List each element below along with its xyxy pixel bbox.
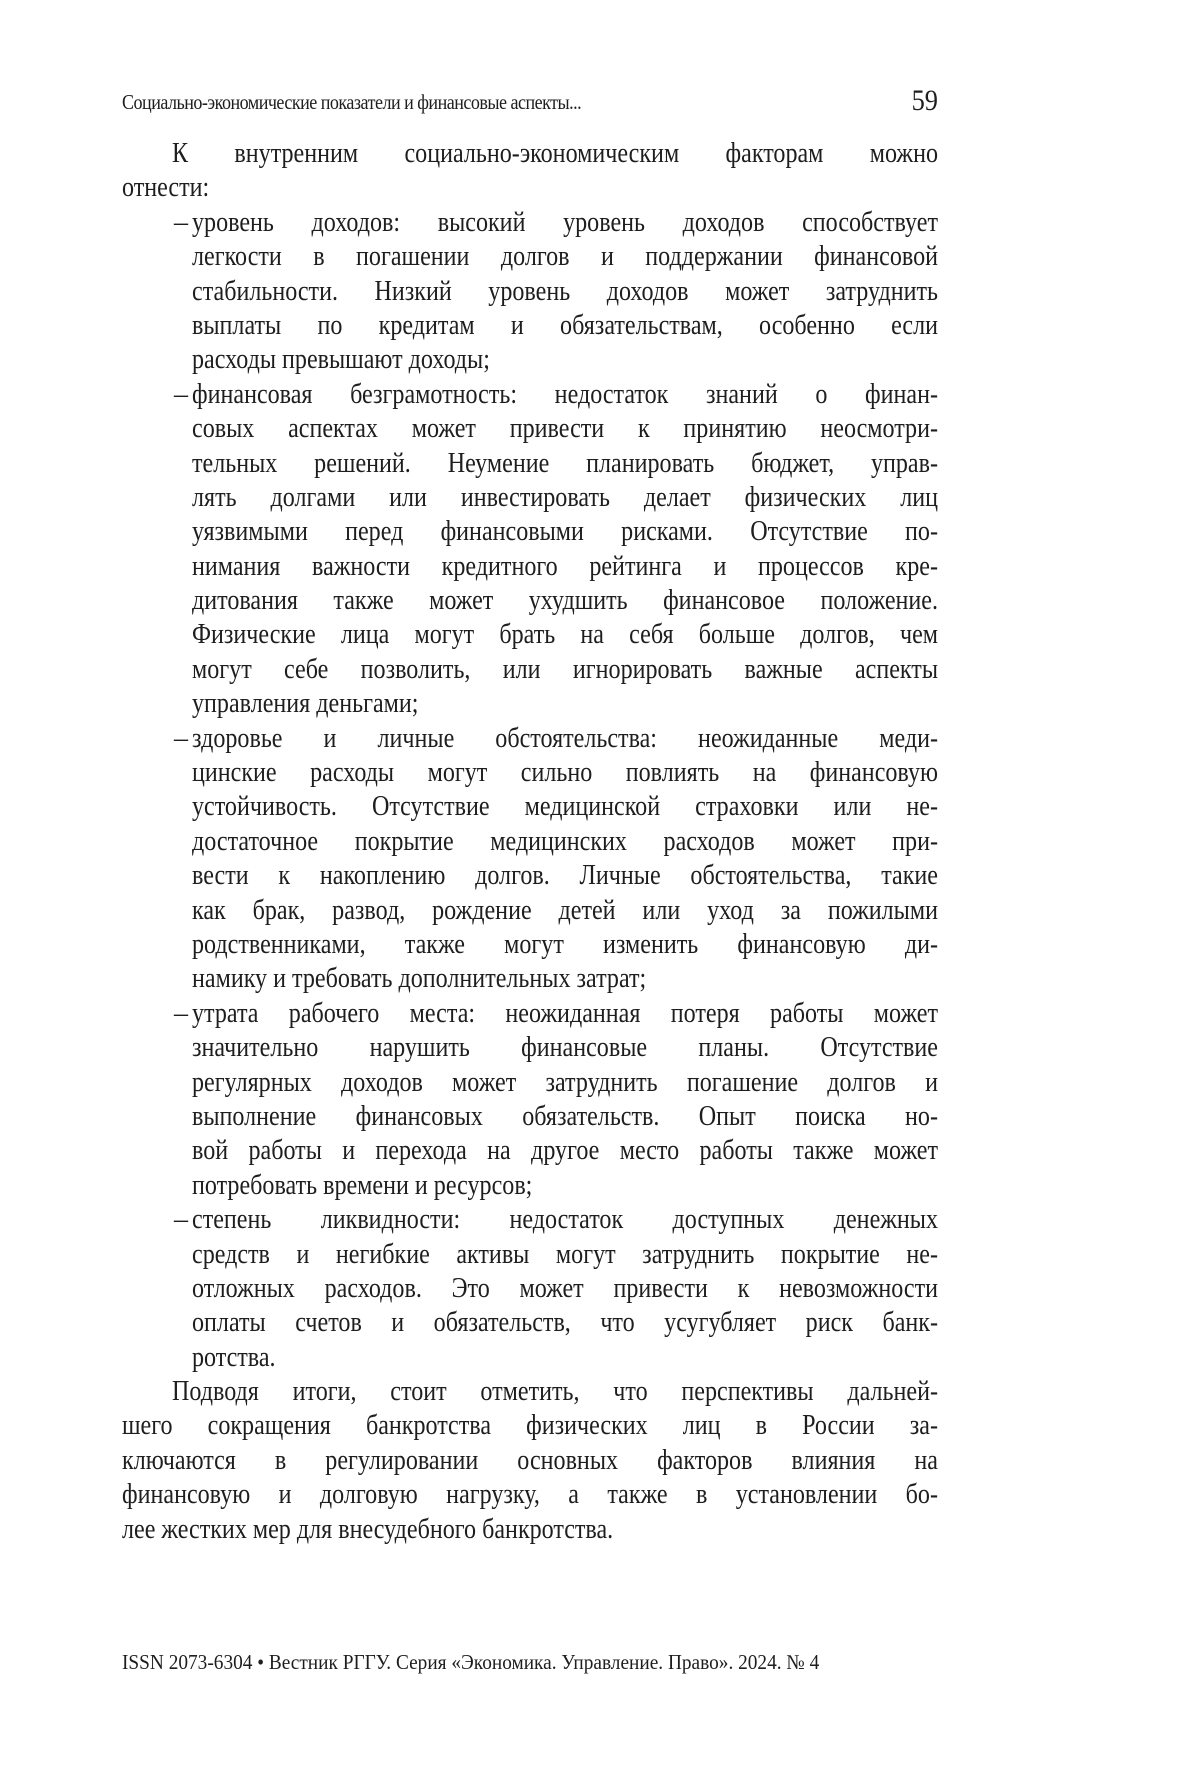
article-body	[122, 137, 938, 1547]
list-item-line	[122, 584, 938, 618]
list-item-line-text: устойчивость. Отсутствие медицинской страховки или не-	[192, 791, 938, 823]
list-item-line-text: Физические лица могут брать на себя больше долгов, чем	[192, 619, 939, 651]
list-item-line	[122, 790, 938, 824]
intro-line	[122, 137, 938, 171]
list-item-line-text: уровень доходов: высокий уровень доходов способствует	[192, 206, 938, 238]
conclusion-line-text: ключаются в регулировании основных факторов влияния на	[122, 1444, 939, 1476]
list-item-line-text: нимания важности кредитного рейтинга и процессов кре-	[192, 550, 938, 582]
list-item-line-text: оплаты счетов и обязательств, что усугубляет риск банк-	[192, 1307, 938, 1339]
list-item-line-text: лять долгами или инвестировать делает физических лиц	[192, 481, 938, 513]
intro-line-text: К внутренним социально-экономическим факторам можно	[172, 138, 938, 169]
list-item-line	[122, 275, 938, 309]
list-item	[122, 722, 938, 997]
list-item-line-text: выполнение финансовых обязательств. Опыт поиска но-	[192, 1100, 938, 1132]
conclusion-line-text: лее жестких мер для внесудебного банкротства.	[122, 1513, 614, 1545]
list-item-line	[122, 825, 938, 859]
conclusion-line-text: финансовую и долговую нагрузку, а также в установлении бо-	[122, 1479, 938, 1511]
list-item-line	[122, 309, 938, 343]
conclusion-line	[122, 1513, 938, 1547]
list-item-line	[122, 515, 938, 549]
list-item	[122, 378, 938, 722]
list-item-line-text: регулярных доходов может затруднить погашение долгов и	[192, 1066, 939, 1098]
running-header	[122, 86, 938, 116]
intro-line-text: отнести:	[122, 172, 210, 204]
list-item-line	[122, 1272, 938, 1306]
list-item-line	[122, 1134, 938, 1168]
list-item-line-text: расходы превышают доходы;	[192, 344, 490, 376]
list-item-line-text: финансовая безграмотность: недостаток знаний о финан-	[192, 378, 938, 410]
list-item-line	[122, 997, 938, 1031]
list-dash-marker: –	[174, 722, 188, 754]
conclusion-line-text: шего сокращения банкротства физических лиц в России за-	[122, 1410, 939, 1442]
running-title: Социально-экономические показатели и финансовые аспекты...	[122, 90, 582, 114]
list-item-line	[122, 1238, 938, 1272]
conclusion-line	[122, 1409, 938, 1443]
list-item-line	[122, 550, 938, 584]
list-item-line-text: совых аспектах может привести к принятию неосмотри-	[192, 413, 939, 445]
list-item-line-text: средств и негибкие активы могут затруднить покрытие не-	[192, 1238, 938, 1270]
conclusion-line	[122, 1444, 938, 1478]
list-item-line-text: вести к накоплению долгов. Личные обстоятельства, такие	[192, 860, 938, 892]
conclusion-line	[122, 1375, 938, 1409]
list-item-line	[122, 962, 938, 996]
list-item-line	[122, 618, 938, 652]
list-item-line-text: стабильности. Низкий уровень доходов может затруднить	[192, 275, 939, 307]
list-item-line	[122, 206, 938, 240]
list-item-line-text: уязвимыми перед финансовыми рисками. Отсутствие по-	[192, 516, 938, 548]
list-item-line-text: степень ликвидности: недостаток доступных денежных	[192, 1204, 939, 1236]
list-item-line	[122, 653, 938, 687]
list-item-line	[122, 1169, 938, 1203]
list-item-line	[122, 447, 938, 481]
list-item-line	[122, 1066, 938, 1100]
list-dash-marker: –	[174, 1204, 188, 1236]
list-item-line	[122, 481, 938, 515]
list-item-line	[122, 1100, 938, 1134]
list-item-line	[122, 412, 938, 446]
list-item-line	[122, 894, 938, 928]
list-dash-marker: –	[174, 997, 188, 1029]
list-item-line-text: намику и требовать дополнительных затрат;	[192, 963, 647, 995]
list-item-line-text: утрата рабочего места: неожиданная потеря работы может	[192, 997, 938, 1029]
list-item-line	[122, 378, 938, 412]
journal-footer: ISSN 2073-6304 • Вестник РГГУ. Серия «Экономика. Управление. Право». 2024. № 4	[122, 1650, 820, 1674]
list-item-line-text: могут себе позволить, или игнорировать важные аспекты	[192, 653, 939, 685]
list-item-line	[122, 1341, 938, 1375]
list-item-line	[122, 343, 938, 377]
list-item-line	[122, 859, 938, 893]
conclusion-line	[122, 1478, 938, 1512]
list-item-line	[122, 1203, 938, 1237]
list-item-line-text: вой работы и перехода на другое место работы также может	[192, 1135, 939, 1167]
list-item-line	[122, 1031, 938, 1065]
list-item-line	[122, 687, 938, 721]
list-item-line	[122, 928, 938, 962]
list-dash-marker: –	[174, 206, 188, 238]
list-item-line-text: отложных расходов. Это может привести к невозможности	[192, 1272, 939, 1304]
list-item-line-text: достаточное покрытие медицинских расходов может при-	[192, 825, 938, 857]
list-item-line-text: легкости в погашении долгов и поддержании финансовой	[192, 241, 938, 273]
list-item-line-text: ротства.	[192, 1341, 276, 1373]
list-item-line-text: управления деньгами;	[192, 688, 419, 720]
page-number: 59	[911, 84, 938, 117]
list-item-line-text: значительно нарушить финансовые планы. Отсутствие	[192, 1032, 938, 1064]
list-item-line-text: здоровье и личные обстоятельства: неожиданные меди-	[192, 722, 938, 754]
list-item-line	[122, 240, 938, 274]
list-item-line-text: дитования также может ухудшить финансовое положение.	[192, 585, 939, 617]
list-item-line-text: цинские расходы могут сильно повлиять на финансовую	[192, 757, 938, 789]
list-item-line-text: родственниками, также могут изменить финансовую ди-	[192, 928, 939, 960]
list-item-line-text: как брак, развод, рождение детей или уход за пожилыми	[192, 894, 938, 926]
list-item	[122, 206, 938, 378]
list-item	[122, 1203, 938, 1375]
list-item-line	[122, 1306, 938, 1340]
list-item-line-text: тельных решений. Неумение планировать бюджет, управ-	[192, 447, 939, 479]
intro-line	[122, 171, 938, 205]
list-item-line-text: потребовать времени и ресурсов;	[192, 1169, 533, 1201]
list-item-line	[122, 756, 938, 790]
list-dash-marker: –	[174, 378, 188, 410]
conclusion-line-text: Подводя итоги, стоит отметить, что перспективы дальней-	[172, 1376, 939, 1408]
list-item-line	[122, 722, 938, 756]
list-item	[122, 997, 938, 1203]
list-item-line-text: выплаты по кредитам и обязательствам, особенно если	[192, 309, 939, 341]
